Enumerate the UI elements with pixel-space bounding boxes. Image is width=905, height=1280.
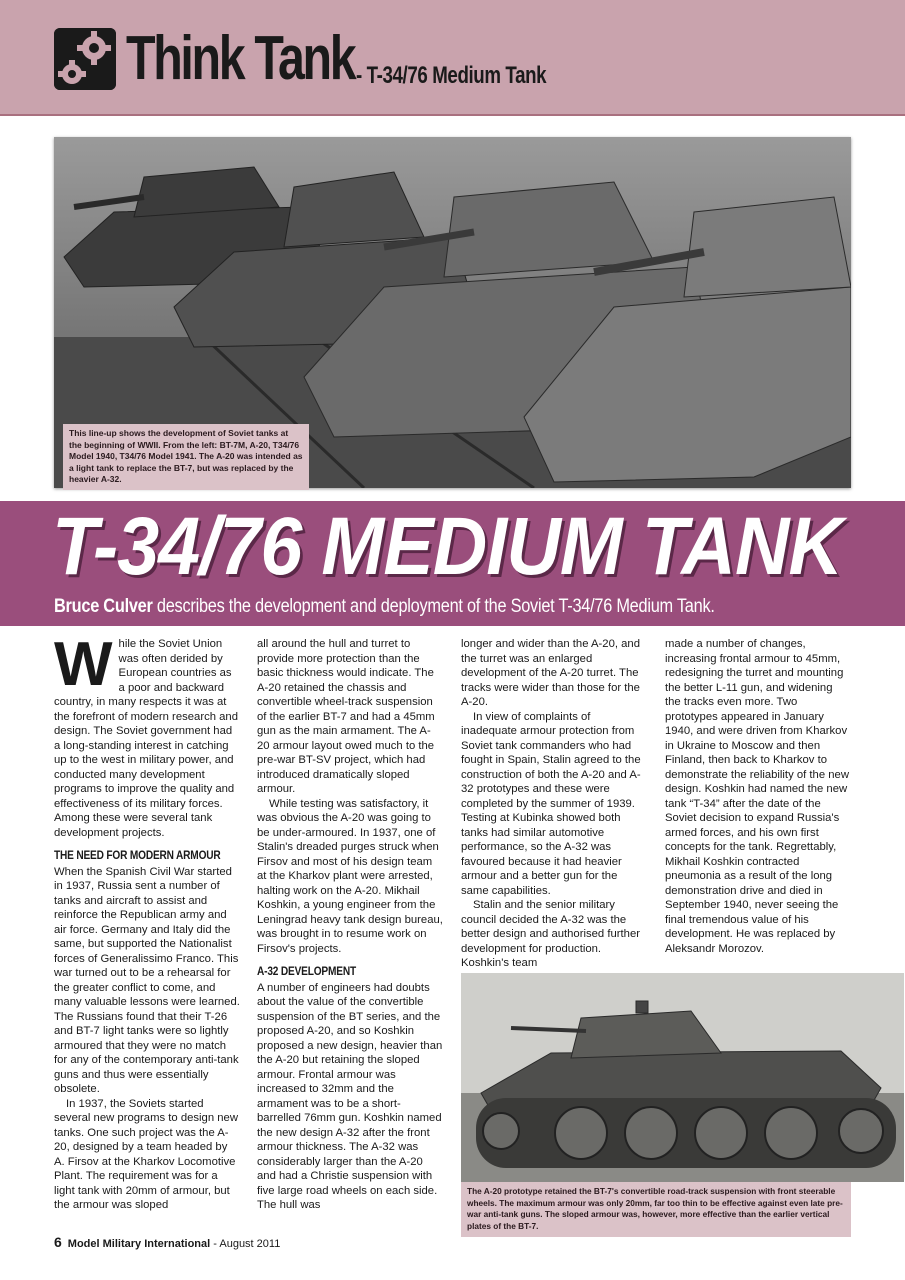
- series-title: Think Tank: [126, 24, 355, 93]
- paragraph: When the Spanish Civil War started in 1937, Russia sent a number of tanks and aircraft to assist and reinforce the Republican army and air force. Germany and Italy did the same, but supported the Nationalist forces of Generalissimo Franco. This war turned out to be a rehearsal for the greater conflict to come, and many valuable lessons were learned. The Russians found that their T-26 and BT-7 light tanks were so lightly armoured that they were no match for any of the contemporary anti-tank guns and thus were essentially obsolete.: [54, 865, 240, 1095]
- paragraph: While the Soviet Union was often derided by European countries as a poor and backward country, in many respects it was at the forefront of modern research and design. The Soviet government had a long-standing interest in catching up to the west in military power, and conducted many development programs to improve the quality and effectiveness of its military forces. Among these were several tank development projects.: [54, 630, 238, 839]
- paragraph: all around the hull and turret to provide more protection than the basic thickness would indicate. The A-20 retained the chassis and convertible wheel-track suspension of the earlier BT-7 and had a 45mm gun as the main armament. The A-20 armour layout owed much to the pre-war BT-SV project, which had introduced dramatically sloped armour.: [257, 638, 435, 795]
- gear-cogs-icon: [54, 28, 116, 90]
- issue-date: - August 2011: [210, 1238, 281, 1250]
- page-number: 6: [54, 1234, 62, 1250]
- subheading: THE NEED FOR MODERN ARMOUR: [54, 850, 221, 862]
- paragraph: longer and wider than the A-20, and the turret was an enlarged development of the A-20 turret. The tracks were wider than those for the A-20.: [461, 638, 640, 708]
- article-title: T-34/76 MEDIUM TANK: [52, 501, 843, 592]
- series-subtitle: - T-34/76 Medium Tank: [356, 62, 547, 89]
- paragraph: In 1937, the Soviets started several new programs to design new tanks. One such project was the A-20, designed by a team headed by A. Firsov at the Kharkov Locomotive Plant. The requirement was for a light tank with 20mm of armour, but the armour was sloped: [54, 1097, 238, 1211]
- paragraph: A number of engineers had doubts about the value of the convertible suspension of the BT series, and the proposed A-20, and so Koshkin proposed a new design, heavier than the A-20 but retaining the sloped armour. Frontal armour was increased to 32mm and the armament was to be a short-barrelled 76mm gun. Koshkin named the new design A-32 after the front armour thickness. The A-32 was considerably larger than the A-20 and had a Christie suspension with five large road wheels on each side. The hull was: [257, 981, 443, 1211]
- subheading: A-32 DEVELOPMENT: [257, 966, 356, 978]
- paragraph: While testing was satisfactory, it was obvious the A-20 was going to be under-armoured. In 1937, one of Stalin's dreaded purges struck when Firsov and most of his design team at the Kharkov plant were arrested, halting work on the A-20. Mikhail Koshkin, a young engineer from the Leningrad heavy tank design bureau, was brought in to resume work on Firsov's projects.: [257, 797, 443, 955]
- author-name: Bruce Culver: [54, 596, 153, 617]
- drop-cap: W: [54, 630, 113, 699]
- standfirst: [54, 596, 715, 618]
- article-column-3: [461, 637, 647, 971]
- standfirst-text: describes the development and deployment of the Soviet T-34/76 Medium Tank.: [152, 596, 715, 617]
- top-photo-caption: This line-up shows the development of Soviet tanks at the beginning of WWII. From the left: BT-7M, A-20, T34/76 Model 1940, T34/76 Model 1941. The A-20 was intended as a light tank to replace the BT-7, but was replaced by the heavier A-32.: [63, 424, 309, 490]
- bottom-photo-caption: The A-20 prototype retained the BT-7's convertible road-track suspension with front steerable wheels. The maximum armour was only 20mm, far too thin to be effective against even late pre-war anti-tank guns. The sloped armour was, however, more effective than the earlier vertical plates of the BT-7.: [461, 1182, 851, 1237]
- a20-prototype-photo: [461, 973, 904, 1182]
- paragraph: made a number of changes, increasing frontal armour to 45mm, redesigning the turret and mounting the better L-11 gun, and widening the tracks even more. Two prototypes appeared in January 1940, and were driven from Kharkov in Ukraine to Moscow and then Finland, then back to Kharkov to demonstrate the reliability of the new design. Koshkin had named the new tank “T-34” after the date of the Soviet decision to expand Russia's armed forces, and his own first concepts for the tank. Regrettably, Mikhail Koshkin contracted pneumonia as a result of the long demonstration drive and died in September 1940, never seeing the final tremendous value of his development. He was replaced by Aleksandr Morozov.: [665, 638, 849, 955]
- magazine-name: Model Military International: [67, 1238, 211, 1250]
- article-column-4: [665, 637, 851, 956]
- paragraph: In view of complaints of inadequate armour protection from Soviet tank commanders who had fought in Spain, Stalin agreed to the construction of both the A-20 and A-32 prototypes and these were completed by the summer of 1939. Testing at Kubinka showed both tanks had similar automotive performance, so the A-32 was favoured because it had heavier armour and a better gun for the same capabilities.: [461, 710, 641, 897]
- paragraph: Stalin and the senior military council decided the A-32 was the better design and authorised further development for production. Koshkin's team: [461, 899, 640, 969]
- article-column-2: [257, 637, 443, 1213]
- article-column-1: [54, 630, 240, 1213]
- page-footer: [54, 1234, 280, 1250]
